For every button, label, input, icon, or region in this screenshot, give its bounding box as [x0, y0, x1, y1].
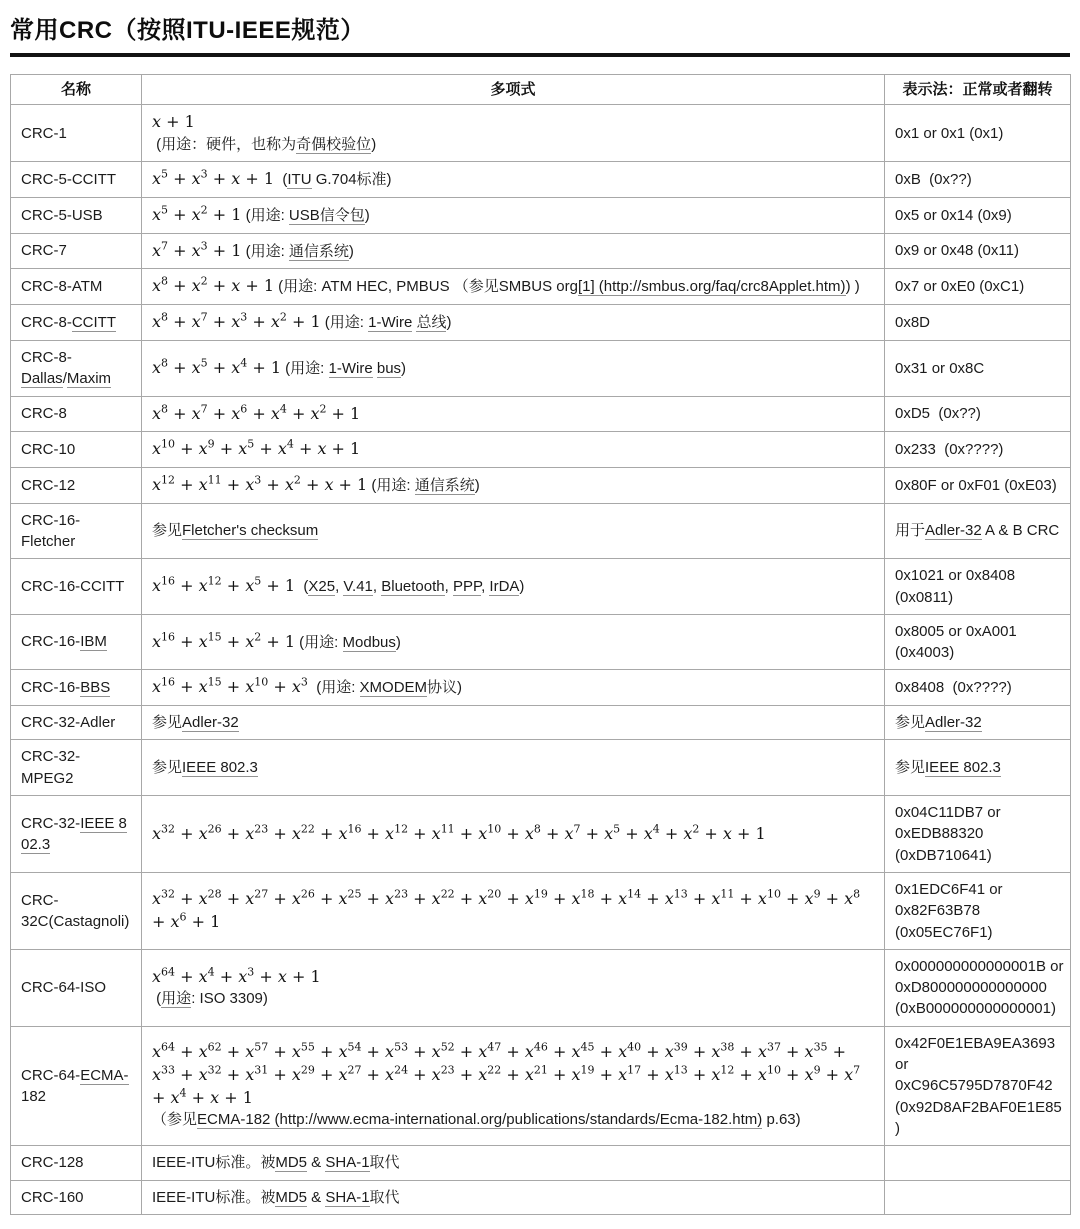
- table-row: [11, 396, 1071, 432]
- link[interactable]: 1-Wire: [328, 359, 373, 377]
- cell-representation: 0x1021 or 0x8408 (0x0811): [885, 559, 1071, 615]
- cell-polynomial: $x^{64} + x^{62} + x^{57} + x^{55} + x^{54} + x^{53} + x^{52} + x^{47} + x^{46} + x^{45} + x^{40} + x^{39} + x^{38} + x^{37} + x^{35} + x^{33} + x^{32} + x^{31} + x^{29} + x^{27} + x^{24} + x^{23} + x^{22} + x^{21} + x^{19} + x^{17} + x^{13} + x^{12} + x^{10} + x^9 + x^7$ + $x^4 + x + 1$ （参见ECMA-182 (http://www.ecma-international.org/publications/standards/Ecma-182.htm) p.63): [142, 1026, 885, 1145]
- cell-polynomial: x + 1 (用途：硬件，也称为奇偶校验位): [142, 105, 885, 162]
- cell-representation: 0x7 or 0xE0 (0xC1): [885, 269, 1071, 305]
- table-row: [11, 432, 1071, 468]
- cell-representation: 0x233 (0x????): [885, 432, 1071, 468]
- cell-representation: 0x04C11DB7 or 0xEDB88320 (0xDB710641): [885, 796, 1071, 873]
- header-name: 名称: [11, 75, 142, 105]
- cell-crc-name: CRC-7: [11, 233, 142, 269]
- cell-representation: 参见Adler-32: [885, 706, 1071, 740]
- cell-representation: 0xD5 (0x??): [885, 396, 1071, 432]
- table-row: [11, 340, 1071, 396]
- header-polynomial: 多项式: [142, 75, 885, 105]
- cell-crc-name: CRC-32-Adler: [11, 706, 142, 740]
- table-row: [11, 670, 1071, 706]
- cell-polynomial: IEEE-ITU标准。被MD5 & SHA-1取代: [142, 1180, 885, 1214]
- cell-representation: 0x42F0E1EBA9EA3693 or 0xC96C5795D7870F42 (0x92D8AF2BAF0E1E85): [885, 1026, 1071, 1145]
- cell-crc-name: CRC-8-CCITT: [11, 305, 142, 341]
- link[interactable]: 1-Wire: [368, 314, 413, 332]
- table-row: [11, 872, 1071, 949]
- page-title: 常用CRC（按照ITU-IEEE规范）: [10, 17, 365, 44]
- link[interactable]: ECMA-: [80, 1066, 129, 1084]
- cell-crc-name: CRC-10: [11, 432, 142, 468]
- header-representation: 表示法：正常或者翻转: [885, 75, 1071, 105]
- cell-polynomial: 参见Fletcher's checksum: [142, 503, 885, 559]
- cell-polynomial: $x^5 + x^2 + 1$ (用途: USB信令包): [142, 198, 885, 234]
- link[interactable]: ECMA-182 (http://www.ecma-international.org/publications/standards/Ecma-182.htm): [197, 1111, 763, 1129]
- table-row: [11, 162, 1071, 198]
- table-row: [11, 706, 1071, 740]
- polynomial-math: $x^7 + x^3 + 1$: [152, 239, 242, 260]
- link[interactable]: 总线: [416, 314, 447, 332]
- cell-crc-name: CRC-5-CCITT: [11, 162, 142, 198]
- polynomial-math: $x^{32} + x^{26} + x^{23} + x^{22} + x^{16} + x^{12} + x^{11} + x^{10} + x^8 + x^7 + x^5 + x^4 + x^2 + x + 1$: [152, 822, 766, 843]
- cell-crc-name: CRC-12: [11, 467, 142, 503]
- link[interactable]: IEEE 802.3: [925, 759, 1001, 777]
- cell-representation: 0x8D: [885, 305, 1071, 341]
- link[interactable]: Maxim: [66, 370, 112, 388]
- table-row: [11, 1026, 1071, 1145]
- table-row: [11, 559, 1071, 615]
- cell-polynomial: 参见Adler-32: [142, 706, 885, 740]
- table-header-row: [11, 75, 1071, 105]
- polynomial-math: $x^{64} + x^4 + x^3 + x + 1$: [152, 965, 321, 986]
- link[interactable]: 通信系统: [414, 476, 475, 494]
- cell-representation: 0x80F or 0xF01 (0xE03): [885, 467, 1071, 503]
- link[interactable]: SHA-1: [325, 1188, 370, 1206]
- link[interactable]: USB信令包: [288, 207, 365, 225]
- polynomial-math: x + 1: [152, 112, 195, 132]
- cell-representation: 0x8005 or 0xA001 (0x4003): [885, 614, 1071, 670]
- cell-representation: 参见IEEE 802.3: [885, 740, 1071, 796]
- polynomial-math: $x^5 + x^2 + 1$: [152, 203, 242, 225]
- table-row: [11, 796, 1071, 873]
- cell-polynomial: [142, 796, 885, 873]
- cell-polynomial: $x^8 + x^2 + x + 1$ (用途: ATM HEC, PMBUS （参见SMBUS org[1] (http://smbus.org/faq/crc8Applet.htm)) ): [142, 269, 885, 305]
- table-row: [11, 614, 1071, 670]
- link[interactable]: 奇偶校验位: [296, 136, 372, 154]
- polynomial-math: $x^{16} + x^{15} + x^2 + 1$: [152, 630, 296, 651]
- link[interactable]: XMODEM: [359, 679, 428, 697]
- link[interactable]: Modbus: [342, 633, 396, 651]
- link[interactable]: BBS: [80, 679, 111, 697]
- cell-polynomial: [142, 872, 885, 949]
- link[interactable]: Adler-32: [182, 714, 239, 732]
- cell-crc-name: CRC-64-ECMA- 182: [11, 1026, 142, 1145]
- link[interactable]: Bluetooth: [381, 578, 445, 596]
- cell-representation: 用于Adler-32 A & B CRC: [885, 503, 1071, 559]
- table-row: [11, 740, 1071, 796]
- cell-crc-name: CRC-16-BBS: [11, 670, 142, 706]
- cell-representation: 0x5 or 0x14 (0x9): [885, 198, 1071, 234]
- cell-polynomial: $x^{16} + x^{15} + x^{10} + x^3$ (用途: XMODEM协议): [142, 670, 885, 706]
- link[interactable]: X25: [308, 578, 336, 596]
- cell-polynomial: $x^5 + x^3 + x + 1$ (ITU G.704标准): [142, 162, 885, 198]
- cell-crc-name: CRC-32-MPEG2: [11, 740, 142, 796]
- cell-polynomial: $x^{16} + x^{15} + x^2 + 1$ (用途: Modbus): [142, 614, 885, 670]
- cell-crc-name: CRC-64-ISO: [11, 949, 142, 1026]
- link[interactable]: V.41: [343, 578, 373, 596]
- cell-crc-name: CRC-160: [11, 1180, 142, 1214]
- polynomial-math: $x^{64} + x^{62} + x^{57} + x^{55} + x^{54} + x^{53} + x^{52} + x^{47} + x^{46} + x^{45} + x^{40} + x^{39} + x^{38} + x^{37} + x^{35} + x^{33} + x^{32} + x^{31} + x^{29} + x^{27} + x^{24} + x^{23} + x^{22} + x^{21} + x^{19} + x^{17} + x^{13} + x^{12} + x^{10} + x^9 + x^7$ + $x^4 + x + 1$: [152, 1040, 866, 1107]
- crc-table: [10, 74, 1071, 1215]
- polynomial-math: $x^8 + x^5 + x^4 + 1$: [152, 356, 282, 377]
- cell-polynomial: $x^{16} + x^{12} + x^5 + 1$ (X25, V.41, Bluetooth, PPP, IrDA): [142, 559, 885, 615]
- cell-representation: [885, 1146, 1071, 1180]
- crc-table-body: [11, 105, 1071, 1215]
- table-row: [11, 105, 1071, 162]
- title-rule: [10, 53, 1070, 57]
- link[interactable]: IrDA: [489, 578, 520, 596]
- cell-crc-name: CRC-16-IBM: [11, 614, 142, 670]
- link[interactable]: MD5: [275, 1154, 308, 1172]
- link[interactable]: [1] (http://smbus.org/faq/crc8Applet.htm): [577, 278, 846, 296]
- table-row: [11, 467, 1071, 503]
- cell-representation: 0x9 or 0x48 (0x11): [885, 233, 1071, 269]
- link[interactable]: Adler-32: [925, 522, 982, 540]
- link[interactable]: Fletcher's checksum: [182, 522, 319, 540]
- link[interactable]: ITU: [287, 171, 312, 189]
- polynomial-math: $x^{16} + x^{12} + x^5 + 1$: [152, 574, 296, 596]
- cell-polynomial: $x^7 + x^3 + 1$ (用途: 通信系统): [142, 233, 885, 269]
- polynomial-math: $x^8 + x^2 + x + 1$: [152, 275, 275, 296]
- cell-crc-name: CRC-1: [11, 105, 142, 162]
- polynomial-math: $x^{32} + x^{28} + x^{27} + x^{26} + x^{25} + x^{23} + x^{22} + x^{20} + x^{19} + x^{18} + x^{14} + x^{13} + x^{11} + x^{10} + x^9 + x^8 + x^6 + 1$: [152, 887, 866, 931]
- link[interactable]: 用途: [161, 990, 192, 1008]
- polynomial-math: $x^5 + x^3 + x + 1$: [152, 167, 275, 189]
- table-row: [11, 269, 1071, 305]
- cell-crc-name: CRC-5-USB: [11, 198, 142, 234]
- link[interactable]: MD5: [275, 1188, 308, 1206]
- link[interactable]: bus: [376, 359, 402, 377]
- table-row: [11, 233, 1071, 269]
- link[interactable]: SHA-1: [325, 1154, 370, 1172]
- cell-polynomial: $x^8 + x^7 + x^3 + x^2 + 1$ (用途: 1-Wire 总线): [142, 305, 885, 341]
- link[interactable]: PPP: [452, 578, 482, 596]
- cell-representation: 0x1 or 0x1 (0x1): [885, 105, 1071, 162]
- cell-crc-name: CRC-8: [11, 396, 142, 432]
- table-row: [11, 503, 1071, 559]
- cell-representation: 0x8408 (0x????): [885, 670, 1071, 706]
- cell-crc-name: CRC-8-ATM: [11, 269, 142, 305]
- link[interactable]: Adler-32: [925, 714, 982, 732]
- table-row: [11, 949, 1071, 1026]
- cell-crc-name: CRC-16- Fletcher: [11, 503, 142, 559]
- table-row: [11, 1146, 1071, 1180]
- cell-polynomial: $x^{64} + x^4 + x^3 + x + 1$ (用途: ISO 3309): [142, 949, 885, 1026]
- table-row: [11, 305, 1071, 341]
- cell-polynomial: [142, 432, 885, 468]
- cell-polynomial: IEEE-ITU标准。被MD5 & SHA-1取代: [142, 1146, 885, 1180]
- link[interactable]: 通信系统: [288, 242, 349, 260]
- cell-representation: 0x31 or 0x8C: [885, 340, 1071, 396]
- cell-representation: 0xB (0x??): [885, 162, 1071, 198]
- polynomial-math: $x^8 + x^7 + x^3 + x^2 + 1$: [152, 310, 321, 332]
- polynomial-math: $x^8 + x^7 + x^6 + x^4 + x^2 + 1$: [152, 402, 361, 423]
- link[interactable]: Dallas: [21, 370, 63, 388]
- cell-polynomial: $x^8 + x^5 + x^4 + 1$ (用途: 1-Wire bus): [142, 340, 885, 396]
- link[interactable]: IEEE 802.3: [21, 814, 127, 853]
- polynomial-math: $x^{10} + x^9 + x^5 + x^4 + x + 1$: [152, 437, 361, 459]
- link[interactable]: IEEE 802.3: [182, 759, 258, 777]
- cell-crc-name: CRC-16-CCITT: [11, 559, 142, 615]
- cell-crc-name: CRC-32-IEEE 802.3: [11, 796, 142, 873]
- cell-crc-name: CRC-128: [11, 1146, 142, 1180]
- cell-polynomial: [142, 396, 885, 432]
- polynomial-math: $x^{12} + x^{11} + x^3 + x^2 + x + 1$: [152, 473, 368, 494]
- cell-crc-name: CRC- 32C(Castagnoli): [11, 872, 142, 949]
- table-row: [11, 1180, 1071, 1214]
- link[interactable]: CCITT: [71, 313, 117, 331]
- cell-representation: 0x000000000000001B or 0xD800000000000000 (0xB000000000000001): [885, 949, 1071, 1026]
- cell-crc-name: CRC-8- Dallas/Maxim: [11, 340, 142, 396]
- cell-polynomial: $x^{12} + x^{11} + x^3 + x^2 + x + 1$ (用途: 通信系统): [142, 467, 885, 503]
- polynomial-math: $x^{16} + x^{15} + x^{10} + x^3$: [152, 676, 308, 697]
- link[interactable]: IBM: [80, 633, 107, 651]
- cell-representation: 0x1EDC6F41 or 0x82F63B78 (0x05EC76F1): [885, 872, 1071, 949]
- table-row: [11, 198, 1071, 234]
- cell-polynomial: 参见IEEE 802.3: [142, 740, 885, 796]
- cell-representation: [885, 1180, 1071, 1214]
